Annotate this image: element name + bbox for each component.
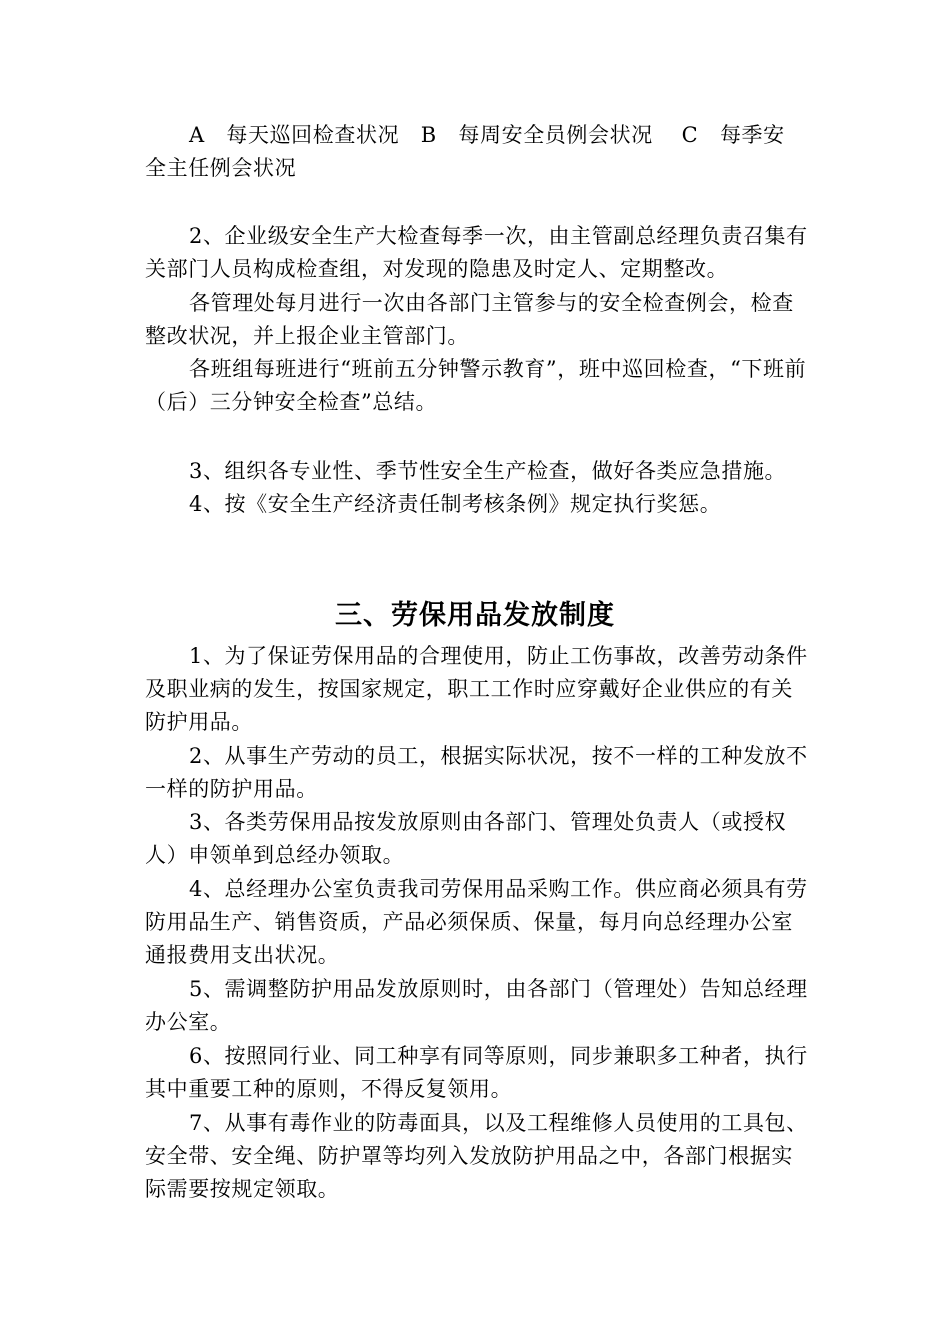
list-item: 7、从事有毒作业的防毒面具，以及工程维修人员使用的工具包、安全带、安全绳、防护罩等均列入发放防护用品之中，各部门根据实际需要按规定领取。: [145, 1111, 808, 1201]
paragraph-company-inspection: 2、企业级安全生产大检查每季一次，由主管副总经理负责召集有关部门人员构成检查组，对发现的隐患及时定人、定期整改。: [145, 224, 808, 281]
paragraph-seasonal-inspection: 3、组织各专业性、季节性安全生产检查，做好各类应急措施。: [189, 459, 787, 483]
list-item: 4、总经理办公室负责我司劳保用品采购工作。供应商必须具有劳防用品生产、销售资质，产品必须保质、保量，每月向总经理办公室通报费用支出状况。: [145, 877, 808, 967]
section-title: 三、劳保用品发放制度: [335, 600, 615, 631]
paragraph-management-meeting: 各管理处每月进行一次由各部门主管参与的安全检查例会，检查整改状况，并上报企业主管部门。: [145, 291, 794, 348]
check-options-line: A 每天巡回检查状况 B 每周安全员例会状况 C 每季安: [189, 123, 785, 147]
paragraph-team-education: 各班组每班进行“班前五分钟警示教育”，班中巡回检查，“下班前（后）三分钟安全检查”总结。: [145, 357, 807, 414]
list-item: 6、按照同行业、同工种享有同等原则，同步兼职多工种者，执行其中重要工种的原则，不得反复领用。: [145, 1044, 808, 1101]
list-item: 2、从事生产劳动的员工，根据实际状况，按不一样的工种发放不一样的防护用品。: [145, 744, 808, 801]
check-options-continued: 全主任例会状况: [145, 156, 297, 180]
list-item: 5、需调整防护用品发放原则时，由各部门（管理处）告知总经理办公室。: [145, 977, 808, 1034]
paragraph-rewards-penalties: 4、按《安全生产经济责任制考核条例》规定执行奖惩。: [189, 492, 722, 516]
list-item: 3、各类劳保用品按发放原则由各部门、管理处负责人（或授权人）申领单到总经办领取。: [145, 810, 787, 867]
list-item: 1、为了保证劳保用品的合理使用，防止工伤事故，改善劳动条件及职业病的发生，按国家规定，职工工作时应穿戴好企业供应的有关防护用品。: [145, 644, 808, 734]
